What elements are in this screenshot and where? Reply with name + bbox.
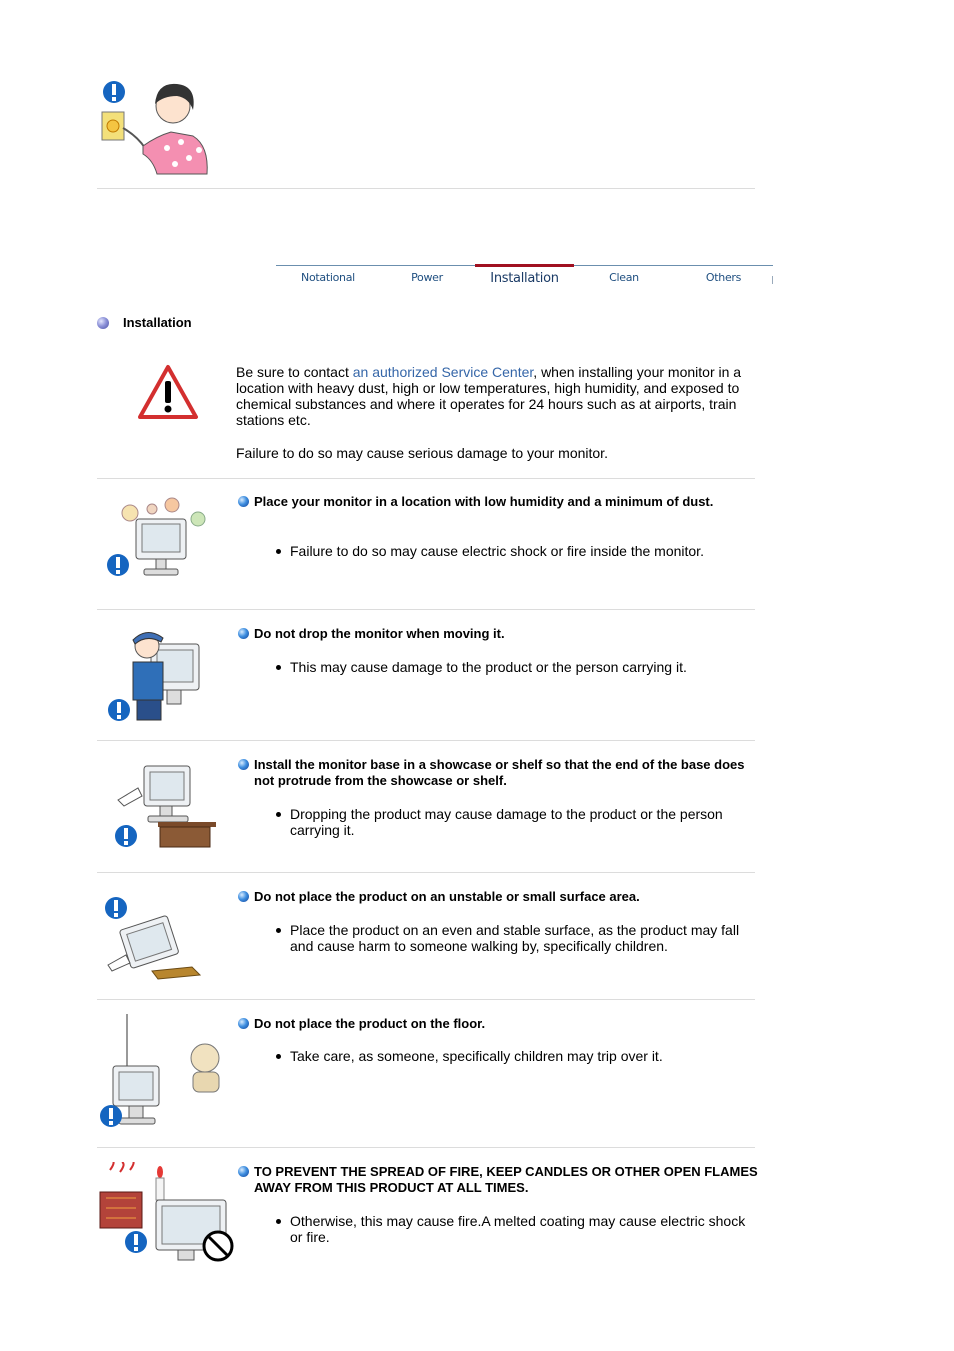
tab-notational[interactable]: Notational bbox=[301, 271, 355, 284]
divider bbox=[97, 478, 755, 479]
item-heading: Place your monitor in a location with low humidity and a minimum of dust. bbox=[238, 494, 758, 510]
divider bbox=[97, 1147, 755, 1148]
section-title: Installation bbox=[123, 315, 192, 330]
intro-pre-link: Be sure to contact bbox=[236, 364, 353, 380]
dusty-monitor-illustration bbox=[102, 497, 214, 581]
item-bullet: Place the product on an even and stable surface, as the product may fall and cause harm to someone walking by, specifically children. bbox=[276, 922, 756, 954]
bullet-dot bbox=[276, 549, 281, 554]
monitor-on-floor-illustration bbox=[95, 1014, 227, 1132]
blue-bullet-icon bbox=[238, 759, 249, 770]
tab-power[interactable]: Power bbox=[411, 271, 443, 284]
item-bullet: This may cause damage to the product or the person carrying it. bbox=[276, 659, 756, 675]
blue-bullet-icon bbox=[238, 891, 249, 902]
blue-bullet-icon bbox=[238, 1018, 249, 1029]
bullet-dot bbox=[276, 1219, 281, 1224]
item-heading: TO PREVENT THE SPREAD OF FIRE, KEEP CANDLES OR OTHER OPEN FLAMES AWAY FROM THIS PRODUCT AT ALL TIMES. bbox=[238, 1164, 758, 1196]
intro-post-link: , when installing your monitor in a location with heavy dust, high or low temperatures, high humidity, and exposed to chemical substances and where it operates for 24 hours such as at airports, train stations etc. bbox=[236, 364, 742, 428]
divider bbox=[97, 999, 755, 1000]
item-heading: Install the monitor base in a showcase or shelf so that the end of the base does not protrude from the showcase or shelf. bbox=[238, 757, 758, 789]
item-bullet: Otherwise, this may cause fire.A melted coating may cause electric shock or fire. bbox=[276, 1213, 756, 1245]
tab-end-marker bbox=[772, 276, 773, 284]
intro-text bbox=[236, 364, 756, 478]
blue-bullet-icon bbox=[238, 1166, 249, 1177]
person-carrying-monitor-illustration bbox=[103, 624, 203, 724]
divider bbox=[97, 188, 755, 189]
service-center-link[interactable]: an authorized Service Center bbox=[352, 364, 534, 380]
item-heading: Do not drop the monitor when moving it. bbox=[238, 626, 758, 642]
bullet-dot bbox=[276, 665, 281, 670]
bullet-dot bbox=[276, 812, 281, 817]
item-bullet: Failure to do so may cause electric shock or fire inside the monitor. bbox=[276, 543, 756, 559]
item-heading: Do not place the product on the floor. bbox=[238, 1016, 758, 1032]
tab-clean[interactable]: Clean bbox=[609, 271, 639, 284]
tab-others[interactable]: Others bbox=[705, 271, 742, 284]
intro-note: Failure to do so may cause serious damage to your monitor. bbox=[236, 445, 608, 461]
bullet-dot bbox=[276, 928, 281, 933]
divider bbox=[97, 740, 755, 741]
item-bullet: Take care, as someone, specifically children may trip over it. bbox=[276, 1048, 756, 1064]
intro-paragraph bbox=[236, 364, 756, 428]
unstable-surface-illustration bbox=[102, 895, 204, 981]
divider bbox=[97, 609, 755, 610]
blue-bullet-icon bbox=[238, 496, 249, 507]
item-heading: Do not place the product on an unstable or small surface area. bbox=[238, 889, 758, 905]
warning-triangle-icon bbox=[137, 364, 199, 420]
bullet-dot bbox=[276, 1054, 281, 1059]
divider bbox=[97, 872, 755, 873]
item-bullet: Dropping the product may cause damage to the product or the person carrying it. bbox=[276, 806, 756, 838]
blue-bullet-icon bbox=[238, 628, 249, 639]
section-tabs bbox=[276, 265, 773, 288]
tab-installation[interactable]: Installation bbox=[475, 264, 574, 289]
unplug-cord-illustration bbox=[97, 76, 215, 176]
section-bullet-icon bbox=[97, 317, 109, 329]
candle-fire-illustration bbox=[96, 1162, 236, 1264]
monitor-on-shelf-illustration bbox=[108, 760, 220, 852]
